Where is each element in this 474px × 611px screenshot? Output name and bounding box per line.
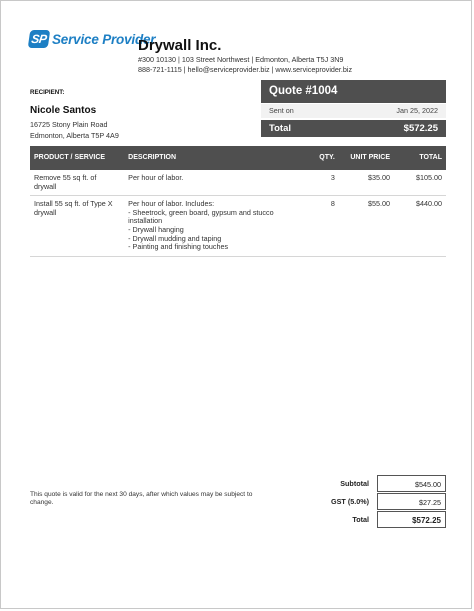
gst-label: GST (5.0%): [331, 497, 369, 506]
row-unit-price: $35.00: [339, 170, 394, 196]
header-qty: QTY.: [284, 146, 339, 170]
line-items-table: [30, 146, 446, 257]
table-row: [30, 170, 446, 196]
description-line: - Drywall hanging: [128, 224, 184, 234]
header-description: DESCRIPTION: [124, 146, 284, 170]
row-qty: 3: [284, 170, 339, 196]
row-description: [124, 170, 284, 196]
row-unit-price: $55.00: [339, 196, 394, 257]
table-row: [30, 196, 446, 257]
recipient-label: RECIPIENT:: [30, 89, 65, 96]
quote-total-label: Total: [269, 123, 291, 134]
description-line: - Drywall mudding and taping: [128, 233, 222, 243]
subtotal-value: $545.00: [377, 475, 446, 492]
header-total: TOTAL: [394, 146, 446, 170]
grand-total-value: $572.25: [377, 511, 446, 528]
row-total: $105.00: [394, 170, 446, 196]
quote-title: Quote #1004: [261, 80, 446, 103]
row-qty: 8: [284, 196, 339, 257]
company-contact: 888-721-1115 | hello@serviceprovider.biz | www.serviceprovider.biz: [138, 65, 353, 74]
grand-total-row: [309, 511, 446, 528]
validity-note: This quote is valid for the next 30 days, after which values may be subject to change.: [30, 491, 253, 507]
logo-badge: SP: [28, 30, 51, 48]
company-info: [138, 37, 352, 75]
quote-total-row: [261, 120, 446, 137]
recipient-block: [30, 89, 119, 141]
description-line: - Sheetrock, green board, gypsum and stucco installation: [128, 207, 274, 226]
subtotal-row: [309, 475, 446, 492]
recipient-address-1: 16725 Stony Plain Road: [30, 120, 108, 129]
grand-total-label: Total: [352, 515, 369, 524]
quote-summary: [261, 80, 446, 137]
gst-value: $27.25: [377, 493, 446, 510]
description-line: - Painting and finishing touches: [128, 242, 229, 252]
description-line: Per hour of labor. Includes:: [128, 199, 215, 209]
row-product: Remove 55 sq ft. of drywall: [30, 170, 124, 196]
header-unit-price: UNIT PRICE: [339, 146, 394, 170]
company-logo: [29, 28, 155, 50]
header-product: PRODUCT / SERVICE: [30, 146, 124, 170]
row-total: $440.00: [394, 196, 446, 257]
quote-sent-row: [261, 104, 446, 118]
logo-text: Service Provider: [52, 31, 156, 47]
row-description: [124, 196, 284, 257]
table-header-row: [30, 146, 446, 170]
subtotal-label: Subtotal: [340, 479, 369, 488]
totals-block: [309, 475, 446, 529]
gst-row: [309, 493, 446, 510]
row-product: Install 55 sq ft. of Type X drywall: [30, 196, 124, 257]
quote-total-value: $572.25: [403, 123, 438, 134]
recipient-name: Nicole Santos: [30, 105, 97, 116]
company-name: Drywall Inc.: [138, 37, 222, 54]
sent-label: Sent on: [269, 106, 294, 115]
sent-date: Jan 25, 2022: [396, 106, 438, 115]
recipient-address-2: Edmonton, Alberta T5P 4A9: [30, 130, 119, 140]
company-address: #300 10130 | 103 Street Northwest | Edmonton, Alberta T5J 3N9: [138, 55, 344, 64]
description-line: Per hour of labor.: [128, 173, 184, 182]
